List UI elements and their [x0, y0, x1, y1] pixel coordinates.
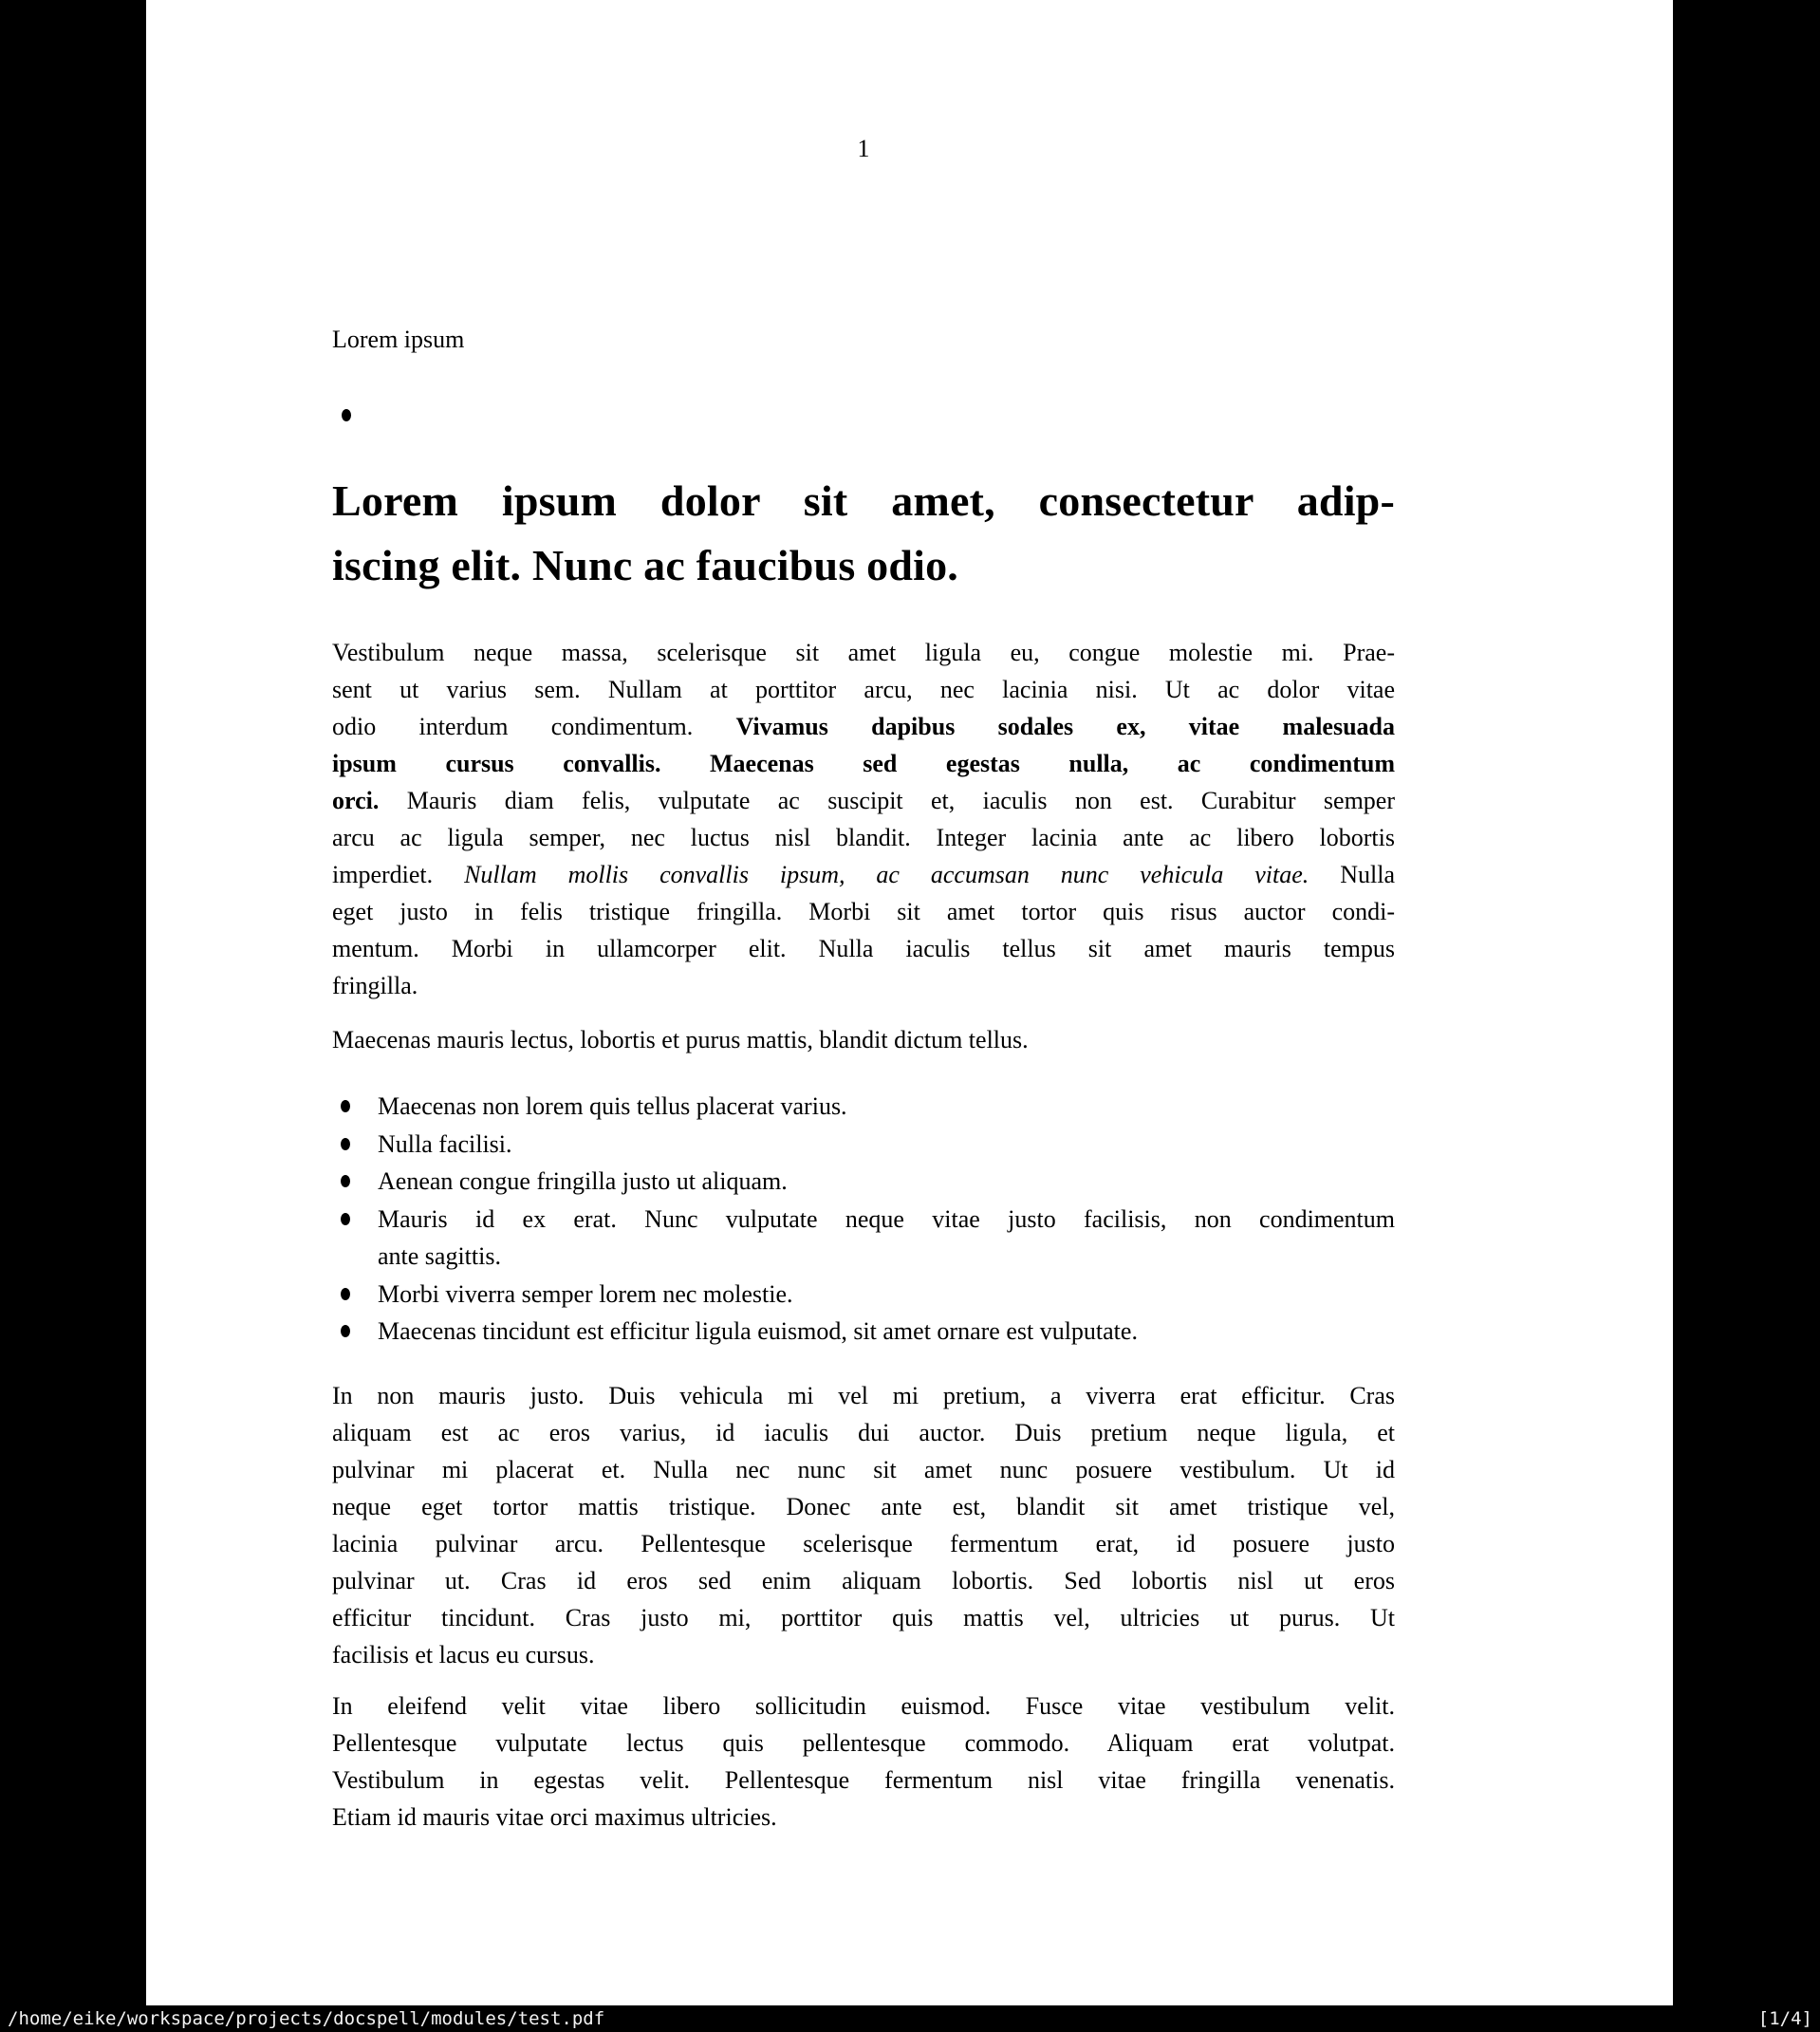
bullet-icon: [341, 1213, 350, 1225]
section-heading: [332, 469, 1395, 598]
text-segment-italic: Nullam mollis convallis ipsum, ac accumsan nunc vehicula vitae.: [464, 861, 1309, 888]
text-line: Maecenas mauris lectus, lobortis et purus mattis, blandit dictum tellus.: [332, 1026, 1029, 1053]
text-line: In non mauris justo. Duis vehicula mi vel mi pretium, a viverra erat efficitur. Cras: [332, 1382, 1395, 1409]
text-segment-normal: Mauris diam felis, vulputate ac suscipit et, iaculis non est. Curabitur semper: [379, 787, 1395, 814]
text-segment-normal: imperdiet.: [332, 861, 465, 888]
bullet-icon: [341, 1175, 350, 1187]
text-line: arcu ac ligula semper, nec luctus nisl blandit. Integer lacinia ante ac libero lobortis: [332, 824, 1395, 851]
text-line: lacinia pulvinar arcu. Pellentesque scelerisque fermentum erat, id posuere justo: [332, 1530, 1395, 1557]
paragraph-2: [332, 1021, 1395, 1058]
text-line: neque eget tortor mattis tristique. Donec ante est, blandit sit amet tristique vel,: [332, 1493, 1395, 1520]
status-bar: [0, 2005, 1820, 2032]
list-item: [332, 1276, 1395, 1314]
text-line: eget justo in felis tristique fringilla. Morbi sit amet tortor quis risus auctor condi-: [332, 898, 1395, 925]
text-line: pulvinar ut. Cras id eros sed enim aliquam lobortis. Sed lobortis nisl ut eros: [332, 1567, 1395, 1594]
text-line: [332, 745, 1395, 782]
text-line: Morbi viverra semper lorem nec molestie.: [378, 1279, 793, 1308]
pdf-page[interactable]: [146, 0, 1673, 2005]
paragraph-4: [332, 1687, 1395, 1836]
text-line: Etiam id mauris vitae orci maximus ultricies.: [332, 1803, 777, 1831]
text-segment-bold: orci.: [332, 787, 380, 814]
bullet-icon: [341, 1288, 350, 1300]
text-line: mentum. Morbi in ullamcorper elit. Nulla iaculis tellus sit amet mauris tempus: [332, 935, 1395, 962]
intro-text: Lorem ipsum: [332, 326, 465, 353]
text-line: Pellentesque vulputate lectus quis pellentesque commodo. Aliquam erat volutpat.: [332, 1729, 1395, 1757]
text-segment-normal: odio interdum condimentum.: [332, 713, 736, 740]
text-line: facilisis et lacus eu cursus.: [332, 1641, 595, 1668]
bullet-list: [332, 1088, 1395, 1351]
list-item: [332, 1313, 1395, 1351]
text-line: Maecenas tincidunt est efficitur ligula euismod, sit amet ornare est vulputate.: [378, 1317, 1138, 1345]
file-path: /home/eike/workspace/projects/docspell/modules/test.pdf: [8, 2008, 605, 2029]
text-line: efficitur tincidunt. Cras justo mi, porttitor quis mattis vel, ultricies ut purus. Ut: [332, 1604, 1395, 1631]
text-line: iscing elit. Nunc ac faucibus odio.: [332, 541, 959, 589]
bullet-icon: [341, 1325, 350, 1337]
text-line: Vestibulum in egestas velit. Pellentesque fermentum nisl vitae fringilla venenatis.: [332, 1766, 1395, 1794]
text-line: sent ut varius sem. Nullam at porttitor arcu, nec lacinia nisi. Ut ac dolor vitae: [332, 676, 1395, 703]
text-line: Nulla facilisi.: [378, 1129, 512, 1158]
list-item: [332, 1088, 1395, 1126]
text-segment-bold: Vivamus dapibus sodales ex, vitae malesuada: [735, 713, 1395, 740]
list-item: [332, 1126, 1395, 1164]
text-line: [332, 856, 1395, 893]
bullet-icon: [341, 1100, 350, 1112]
text-line: Vestibulum neque massa, scelerisque sit amet ligula eu, congue molestie mi. Prae-: [332, 639, 1395, 666]
bullet-icon: [341, 1138, 350, 1150]
text-line: Mauris id ex erat. Nunc vulputate neque vitae justo facilisis, non condimentum: [378, 1204, 1395, 1233]
empty-bullet-icon: [342, 409, 351, 421]
text-segment-normal: Nulla: [1309, 861, 1395, 888]
text-line: Lorem ipsum dolor sit amet, consectetur adip-: [332, 476, 1395, 525]
text-line: ante sagittis.: [378, 1242, 501, 1270]
list-item: [332, 1163, 1395, 1201]
text-line: Maecenas non lorem quis tellus placerat varius.: [378, 1092, 847, 1120]
paragraph-3: [332, 1377, 1395, 1673]
text-line: [332, 782, 1395, 819]
text-segment-bold: ipsum cursus convallis. Maecenas sed egestas nulla, ac condimentum: [332, 750, 1395, 777]
list-item: [332, 1201, 1395, 1276]
page-indicator: [1/4]: [1757, 2008, 1812, 2029]
text-line: aliquam est ac eros varius, id iaculis dui auctor. Duis pretium neque ligula, et: [332, 1419, 1395, 1446]
text-line: Aenean congue fringilla justo ut aliquam.: [378, 1167, 788, 1195]
text-line: [332, 708, 1395, 745]
page-number: 1: [857, 135, 870, 162]
text-line: In eleifend velit vitae libero sollicitudin euismod. Fusce vitae vestibulum velit.: [332, 1692, 1395, 1720]
paragraph-1: [332, 634, 1395, 1004]
text-line: pulvinar mi placerat et. Nulla nec nunc sit amet nunc posuere vestibulum. Ut id: [332, 1456, 1395, 1483]
text-line: fringilla.: [332, 972, 418, 999]
